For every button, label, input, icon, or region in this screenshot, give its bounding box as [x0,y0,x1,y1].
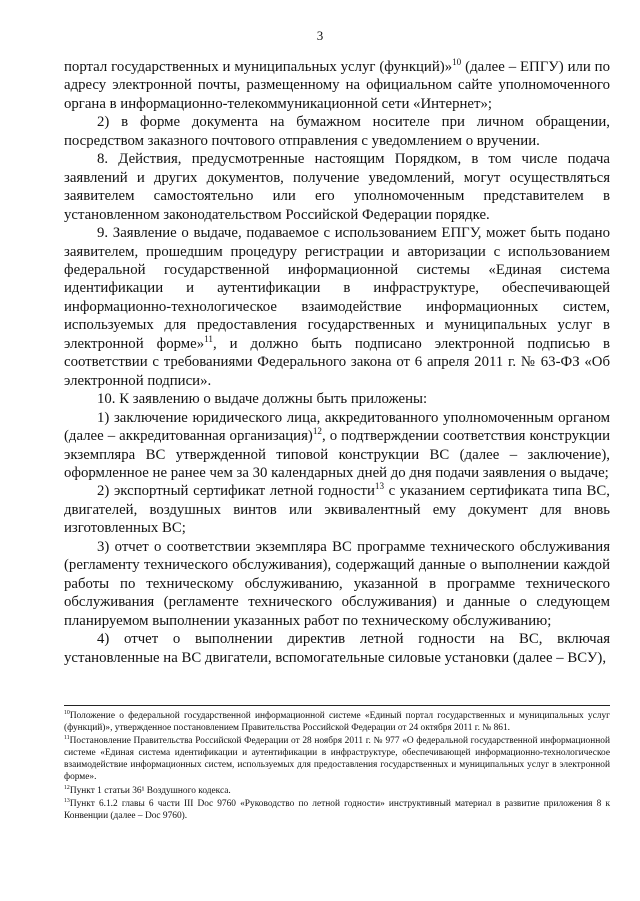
paragraph-text: портал государственных и муниципальных услуг (функций)» [64,59,453,75]
footnote-ref: 12 [312,426,322,437]
paragraph-text: 8. Действия, предусмотренные настоящим Порядком, в том числе подача заявлений и других документов, получение уведомлений, могут осуществляться заявителем самостоятельно или его уполномоченным представителем в установленном законодательством Российской Федерации порядке. [64,151,610,223]
footnote-number: 13 [64,797,70,804]
footnote-text: Положение о федеральной государственной информационной системе «Единый портал государственных и муниципальных услуг (функций)», утвержденное постановлением Правительства Российской Федерации от 24 октября 2011 г. № 861. [64,711,610,734]
footnote-fn13 [64,798,610,822]
paragraph-p9 [64,630,610,667]
footnote-number: 11 [64,735,70,742]
paragraph-text: 1) заключение юридического лица, аккредитованного уполномоченным органом (далее – аккредитованная организация) [64,409,610,445]
footnote-number: 12 [64,784,70,791]
paragraph-p1 [64,58,610,113]
footnote-ref: 11 [204,333,213,344]
footnote-number: 10 [64,709,70,716]
paragraph-text: 10. К заявлению о выдаче должны быть приложены: [97,391,428,408]
paragraph-text: 9. Заявление о выдаче, подаваемое с использованием ЕПГУ, может быть подано заявителем, прошедшим процедуру регистрации и авторизации с использованием федеральной государственной информационной системы «Единая система идентификации и аутентификации в инфраструктуре, обеспечивающей информационно-технологическое взаимодействие информационных систем, используемых для предоставления государственных и муниципальных услуг в электронной форме» [64,225,610,352]
footnotes [64,705,610,823]
footnote-text: Пункт 1 статьи 36¹ Воздушного кодекса. [69,785,231,796]
paragraph-text: , о подтверждении соответствия конструкции экземпляра ВС утвержденной типовой конструкции ВС (далее – заключение), оформленное не ранее чем за 30 календарных дней до дня подачи заявления о выдаче; [64,428,611,481]
main-text [64,58,610,667]
paragraph-text: 3) отчет о соответствии экземпляра ВС программе технического обслуживания (регламенту технического обслуживания), содержащий данные о выполнении каждой работы по техническому обслуживанию, указанной в программе технического обслуживания (регламенте технического обслуживания) и данные о следующем планируемом выполнении указанных работ по техническому обслуживанию; [64,538,610,629]
paragraph-text: 4) отчет о выполнении директив летной годности на ВС, включая установленные на ВС двигатели, вспомогательные силовые установки (далее – ВСУ), [64,631,610,666]
paragraph-p6 [64,409,610,483]
footnote-fn10 [64,710,610,734]
paragraph-p5 [64,390,610,408]
footnote-ref: 13 [374,481,385,492]
paragraph-p8 [64,538,610,630]
footnote-text: Пункт 6.1.2 главы 6 части III Doc 9760 «Руководство по летной годности» инструктивный материал в развитие приложения 8 к Конвенции (далее – Doc 9760). [64,798,610,821]
paragraph-text: , и должно быть подписано электронной подписью в соответствии с требованиями Федерального закона от 6 апреля 2011 г. № 63-ФЗ «Об электронной подписи». [64,335,611,389]
paragraph-p4 [64,224,610,390]
footnote-fn12 [64,785,610,797]
footnote-fn11 [64,735,610,783]
page-number: 3 [316,28,324,43]
paragraph-p2 [64,113,610,150]
paragraph-text: 2) в форме документа на бумажном носителе при личном обращении, посредством заказного почтового отправления с уведомлением о вручении. [64,114,610,149]
footnote-text: Постановление Правительства Российской Федерации от 28 ноября 2011 г. № 977 «О федеральной государственной информационной системе «Единая система идентификации и аутентификации в инфраструктуре, обеспечивающей информационно-технологическое взаимодействие информационных систем, используемых для предоставления государственных и муниципальных услуг в электронной форме». [64,736,610,783]
paragraph-text: (далее – ЕПГУ) или по адресу электронной почты, размещенному на официальном сайте уполномоченного органа в информационно-телекоммуникационной сети «Интернет»; [64,59,610,112]
paragraph-p3 [64,150,610,224]
paragraph-p7 [64,482,610,537]
paragraph-text: с указанием сертификата типа ВС, двигателей, воздушных винтов или эквивалентный ему документ для вновь изготовленных ВС; [64,483,610,537]
paragraph-text: 2) экспортный сертификат летной годности [97,483,375,500]
footnote-ref: 10 [452,57,462,68]
